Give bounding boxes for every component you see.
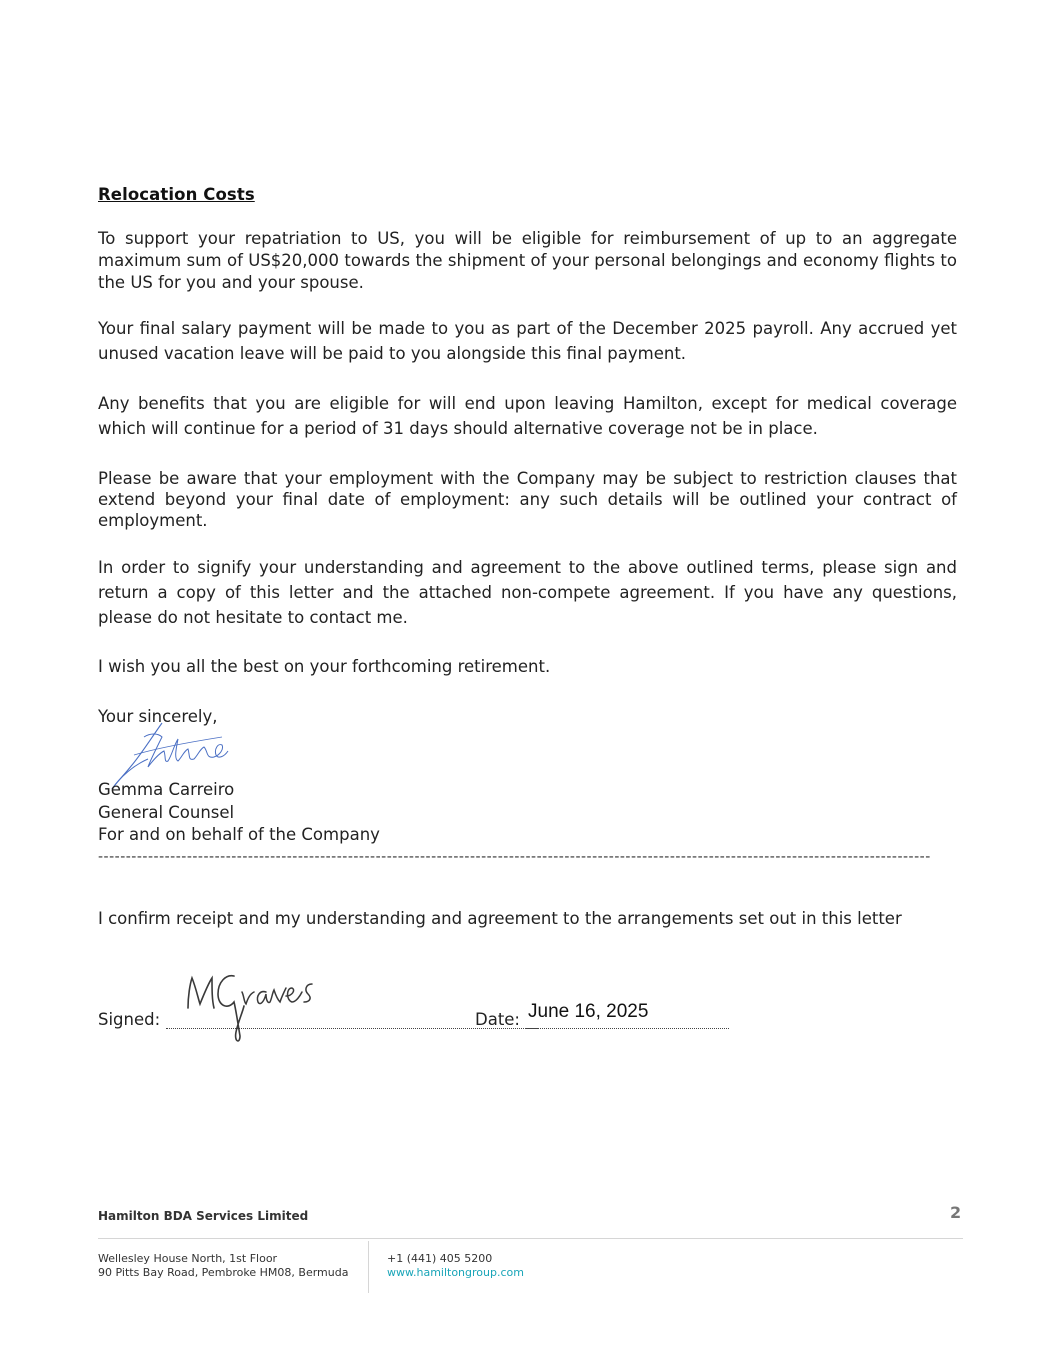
- paragraph-benefits: Any benefits that you are eligible for will end upon leaving Hamilton, except for medical coverage which will continue for a period of 31 days should alternative coverage not be in place.: [98, 394, 957, 438]
- recipient-signature: [182, 966, 322, 1046]
- footer-contact: [387, 1252, 524, 1280]
- paragraph-restrictions: Please be aware that your employment with the Company may be subject to restriction clauses that extend beyond your final date of employment: any such details will be outlined your contract of employment.: [98, 469, 957, 530]
- footer-column-divider: [368, 1241, 369, 1293]
- date-line[interactable]: [525, 1028, 729, 1029]
- footer-website-link[interactable]: www.hamiltongroup.com: [387, 1266, 524, 1279]
- paragraph-final-salary: Your final salary payment will be made to you as part of the December 2025 payroll. Any accrued yet unused vacation leave will be paid to you alongside this final payment.: [98, 319, 957, 363]
- paragraph-retirement-wish: I wish you all the best on your forthcoming retirement.: [98, 657, 551, 676]
- confirmation-statement: I confirm receipt and my understanding and agreement to the arrangements set out in this letter: [98, 909, 902, 928]
- footer-phone: +1 (441) 405 5200: [387, 1252, 493, 1265]
- date-label: Date:: [475, 1010, 520, 1029]
- signer-title: General Counsel: [98, 802, 235, 822]
- footer-address: [98, 1252, 348, 1280]
- address-line-1: Wellesley House North, 1st Floor: [98, 1252, 278, 1265]
- page-number: 2: [950, 1203, 962, 1222]
- paragraph-sign-request: In order to signify your understanding and agreement to the above outlined terms, please sign and return a copy of this letter and the attached non-compete agreement. If you have any questions, please do not hesitate to contact me.: [98, 558, 957, 627]
- separator-line: ------------------------------------------------------------------------------------------------------------------------------------------------------: [98, 849, 931, 865]
- footer-company-name: Hamilton BDA Services Limited: [98, 1209, 309, 1223]
- footer-divider: [98, 1238, 963, 1239]
- signer-name: Gemma Carreiro: [98, 780, 235, 799]
- closing-salutation: Your sincerely,: [98, 707, 218, 726]
- signer-on-behalf: For and on behalf of the Company: [98, 825, 380, 844]
- section-heading: Relocation Costs: [98, 185, 255, 204]
- signed-label: Signed:: [98, 1010, 161, 1029]
- date-value: June 16, 2025: [528, 1001, 649, 1022]
- paragraph-relocation: To support your repatriation to US, you will be eligible for reimbursement of up to an aggregate maximum sum of US$20,000 towards the shipment of your personal belongings and economy flights to the US for you and your spouse.: [98, 229, 957, 292]
- signer-block: [98, 779, 380, 847]
- address-line-2: 90 Pitts Bay Road, Pembroke HM08, Bermuda: [98, 1266, 349, 1279]
